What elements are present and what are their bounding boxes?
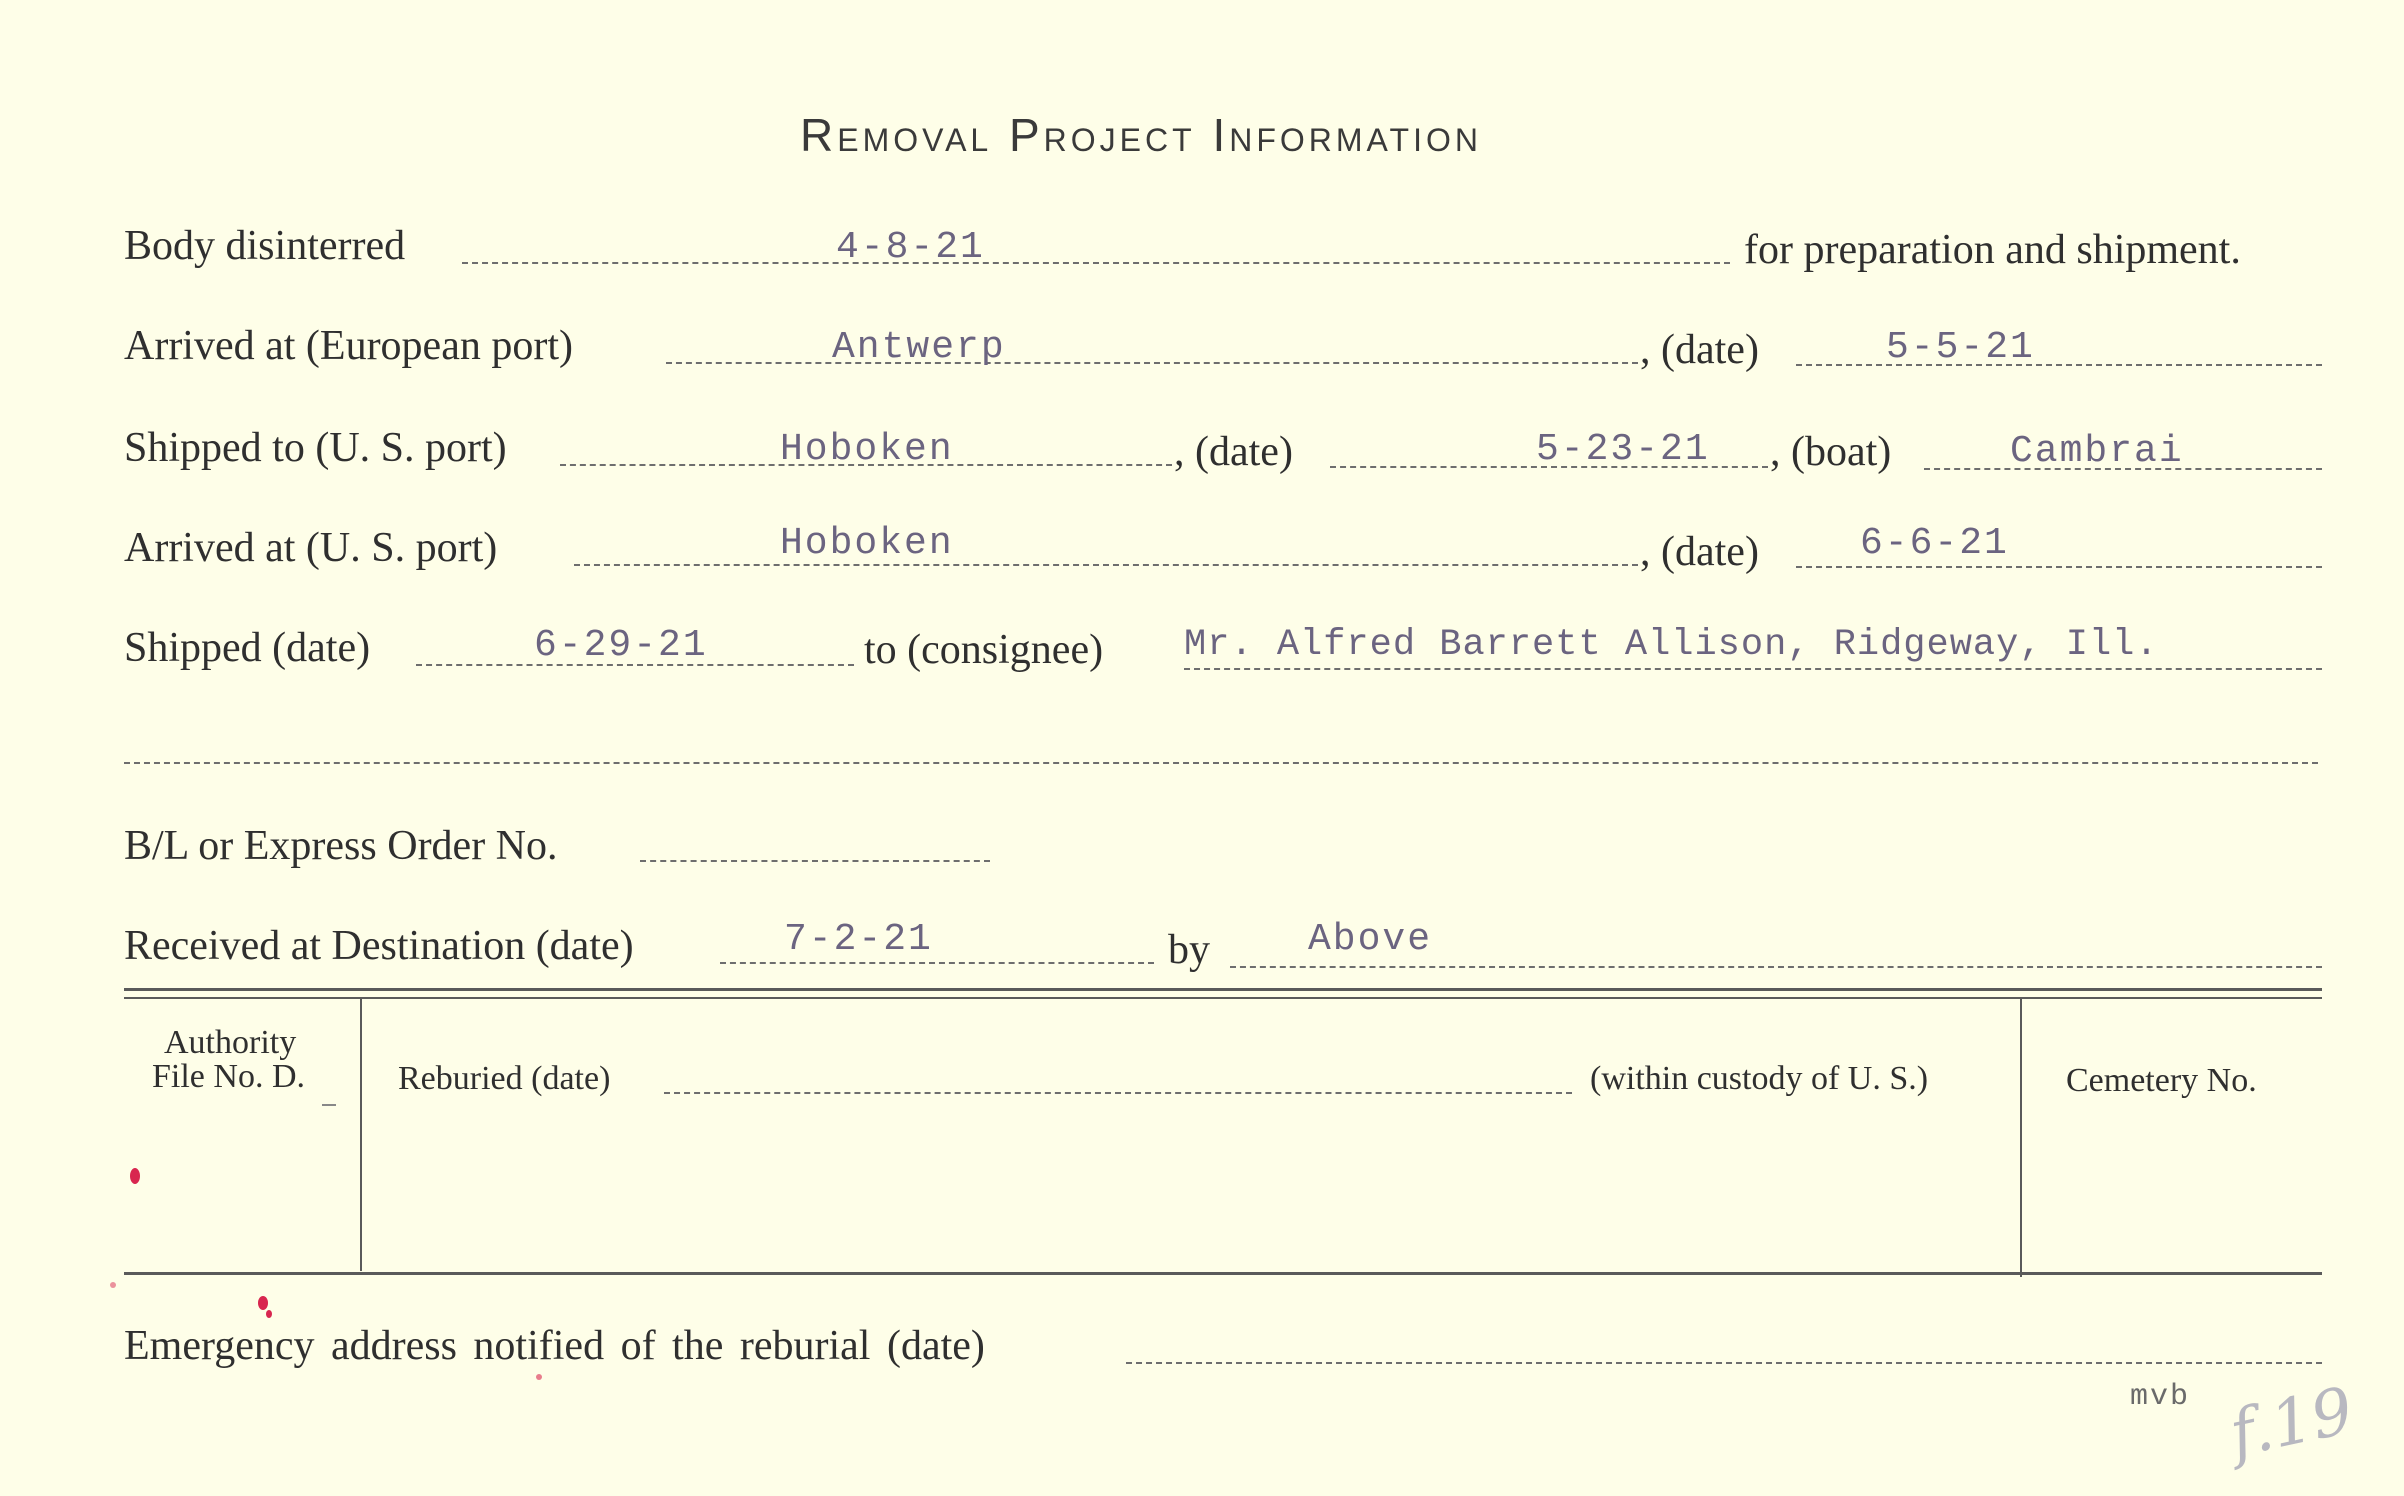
bl-label: B/L or Express Order No.: [124, 823, 558, 869]
red-stain: [130, 1168, 140, 1184]
arrived-us-date-line: [1796, 566, 2322, 568]
authority-line-2: File No. D.: [152, 1058, 305, 1095]
emergency-line: [1126, 1362, 2322, 1364]
red-stain: [536, 1374, 542, 1380]
red-stain: [266, 1310, 272, 1318]
arrived-us-label: Arrived at (U. S. port): [124, 525, 498, 571]
shipped-us-date: 5-23-21: [1536, 428, 1710, 471]
arrived-european-port: Antwerp: [832, 326, 1006, 369]
arrived-european-date-line: [1796, 364, 2322, 366]
consignee-label: to (consignee): [864, 627, 1104, 673]
received-label: Received at Destination (date): [124, 923, 634, 969]
arrived-european-label: Arrived at (European port): [124, 323, 573, 369]
red-stain: [110, 1282, 116, 1288]
red-stain: [258, 1296, 268, 1310]
box-left-divider: [360, 999, 362, 1271]
shipped-us-port: Hoboken: [780, 428, 954, 471]
disinterred-value: 4-8-21: [836, 226, 985, 269]
disinterred-label: Body disinterred: [124, 223, 406, 269]
received-by-label: by: [1168, 927, 1210, 973]
shipped-us-boat-label: , (boat): [1770, 429, 1892, 475]
handwritten-mark: f.19: [2223, 1374, 2360, 1472]
card-title: Removal Project Information: [800, 109, 1482, 161]
disinterred-suffix: for preparation and shipment.: [1744, 227, 2241, 273]
arrived-us-date: 6-6-21: [1860, 522, 2009, 565]
bl-line: [640, 860, 990, 862]
box-top-rule: [124, 988, 2322, 991]
cemetery-label: Cemetery No.: [2066, 1062, 2257, 1099]
arrived-us-port: Hoboken: [780, 522, 954, 565]
disinterred-line: [462, 262, 1730, 264]
shipped-us-label: Shipped to (U. S. port): [124, 425, 507, 471]
box-right-divider: [2020, 999, 2022, 1277]
arrived-european-line: [666, 362, 1638, 364]
received-by-line: [1230, 966, 2322, 968]
shipped-us-boat: Cambrai: [2010, 430, 2184, 473]
initials: mvb: [2130, 1380, 2191, 1414]
arrived-european-date-label: , (date): [1640, 327, 1759, 373]
received-by: Above: [1308, 918, 1433, 961]
shipped-label: Shipped (date): [124, 625, 371, 671]
reburied-line: [664, 1092, 1572, 1094]
shipped-us-date-label: , (date): [1174, 429, 1293, 475]
consignee-line: [1184, 668, 2322, 670]
received-date: 7-2-21: [784, 918, 933, 961]
arrived-us-line: [574, 564, 1638, 566]
shipped-date: 6-29-21: [534, 624, 708, 667]
custody-note: (within custody of U. S.): [1590, 1060, 1929, 1097]
authority-tick: [322, 1104, 336, 1106]
emergency-label: Emergency address notified of the reburial (date): [124, 1323, 985, 1369]
reburied-label: Reburied (date): [398, 1060, 611, 1097]
arrived-us-date-label: , (date): [1640, 529, 1759, 575]
received-date-line: [720, 962, 1154, 964]
arrived-european-date: 5-5-21: [1886, 326, 2035, 369]
consignee-continuation-line: [124, 762, 2318, 764]
consignee-value: Mr. Alfred Barrett Allison, Ridgeway, Ill.: [1184, 624, 2159, 666]
box-top-rule-inner: [124, 997, 2322, 999]
box-bottom-rule: [124, 1272, 2322, 1275]
authority-line-1: Authority: [164, 1024, 297, 1061]
